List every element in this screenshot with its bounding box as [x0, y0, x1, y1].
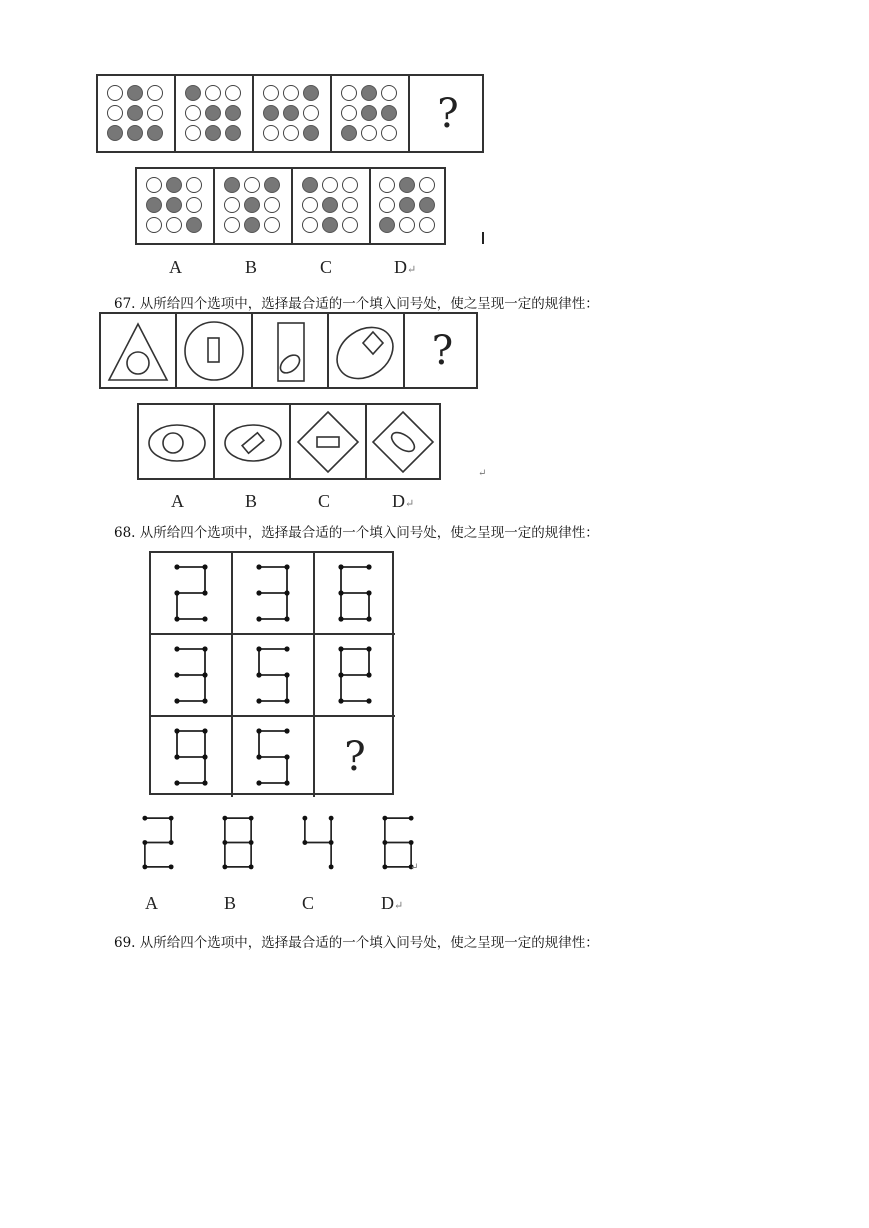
digit-cell-e [315, 635, 395, 717]
digit-cell-3 [151, 635, 233, 717]
option-label-c: C [302, 893, 315, 913]
empty-dot [302, 217, 318, 233]
segment-node [256, 564, 261, 569]
segment-node [338, 646, 343, 651]
digit-cell-3 [233, 553, 315, 635]
shape-puzzle-options-row [137, 403, 441, 480]
segment-node [256, 728, 261, 733]
segment-node [256, 780, 261, 785]
empty-dot [342, 217, 358, 233]
filled-dot [205, 125, 221, 141]
dot-grid [341, 85, 399, 143]
option-c[interactable] [278, 805, 358, 880]
segment-node [256, 590, 261, 595]
segment-node [174, 590, 179, 595]
filled-dot [225, 105, 241, 121]
empty-dot [302, 197, 318, 213]
segment-node [249, 864, 254, 869]
filled-dot [419, 197, 435, 213]
shape-cell-triangle-circle [101, 314, 177, 387]
option-label-c: C [320, 257, 333, 277]
option-label-b: B [245, 257, 258, 277]
filled-dot [146, 197, 162, 213]
empty-dot [283, 125, 299, 141]
segment-node [142, 816, 147, 821]
empty-dot [419, 177, 435, 193]
empty-dot [379, 177, 395, 193]
question-mark: ? [431, 327, 454, 374]
segment-node [329, 840, 334, 845]
filled-dot [166, 197, 182, 213]
segment-node [329, 816, 334, 821]
option-label-a: A [145, 893, 158, 913]
option-b[interactable] [215, 169, 293, 243]
segment-node [169, 816, 174, 821]
filled-dot [263, 105, 279, 121]
empty-dot [107, 105, 123, 121]
dot-grid [185, 85, 243, 143]
dot-puzzle-question-row [96, 74, 484, 153]
empty-dot [225, 85, 241, 101]
filled-dot [302, 177, 318, 193]
filled-dot [381, 105, 397, 121]
empty-dot [185, 125, 201, 141]
segment-node [256, 754, 261, 759]
segment-node [174, 728, 179, 733]
filled-dot [244, 197, 260, 213]
segment-node [284, 780, 289, 785]
segment-node [256, 616, 261, 621]
segment-node [284, 672, 289, 677]
filled-dot [127, 105, 143, 121]
segment-node [284, 616, 289, 621]
question-mark-cell [315, 717, 395, 797]
digit-puzzle-grid [149, 551, 394, 795]
dot-grid [302, 177, 360, 235]
segment-node [202, 646, 207, 651]
segment-node [249, 816, 254, 821]
segment-node [174, 672, 179, 677]
filled-dot [379, 217, 395, 233]
empty-dot [419, 217, 435, 233]
option-label-d: D↵ [392, 491, 415, 511]
segment-node [284, 590, 289, 595]
segment-node [174, 754, 179, 759]
segment-node [382, 840, 387, 845]
return-mark: ↵ [410, 862, 419, 873]
filled-dot [205, 105, 221, 121]
empty-dot [341, 85, 357, 101]
segment-node [284, 646, 289, 651]
filled-dot [303, 85, 319, 101]
empty-dot [146, 217, 162, 233]
filled-dot [264, 177, 280, 193]
empty-dot [224, 197, 240, 213]
option-label-b: B [224, 893, 237, 913]
cursor-mark [482, 232, 484, 244]
segment-node [284, 754, 289, 759]
filled-dot [399, 177, 415, 193]
question-mark-cell [410, 76, 486, 151]
empty-dot [303, 105, 319, 121]
option-c[interactable] [291, 405, 367, 478]
dot-cell-2 [176, 76, 254, 151]
empty-dot [379, 197, 395, 213]
question-mark: ? [344, 734, 366, 780]
dot-cell-4 [332, 76, 410, 151]
segment-node [409, 816, 414, 821]
segment-node [302, 816, 307, 821]
segment-node [222, 816, 227, 821]
segment-node [366, 564, 371, 569]
option-a[interactable] [139, 405, 215, 478]
option-a[interactable] [118, 805, 198, 880]
segment-node [382, 864, 387, 869]
filled-dot [361, 105, 377, 121]
option-label-a: A [171, 491, 184, 511]
option-b[interactable] [215, 405, 291, 478]
filled-dot [341, 125, 357, 141]
segment-node [366, 698, 371, 703]
option-label-a: A [169, 257, 182, 277]
shape-cell-rect-ellipse [253, 314, 329, 387]
empty-dot [147, 85, 163, 101]
digit-cell-9 [151, 717, 233, 797]
empty-dot [263, 125, 279, 141]
filled-dot [107, 125, 123, 141]
segment-node [202, 590, 207, 595]
empty-dot [381, 125, 397, 141]
empty-dot [186, 197, 202, 213]
empty-dot [186, 177, 202, 193]
segment-node [174, 616, 179, 621]
filled-dot [322, 217, 338, 233]
digit-options-row [118, 805, 438, 885]
question-69-prompt: 69. 从所给四个选项中，选择最合适的一个填入问号处，使之呈现一定的规律性： [114, 935, 599, 951]
empty-dot [399, 217, 415, 233]
return-mark: ↵ [478, 468, 487, 479]
filled-dot [186, 217, 202, 233]
segment-node [256, 646, 261, 651]
empty-dot [341, 105, 357, 121]
option-d[interactable] [371, 169, 444, 243]
empty-dot [205, 85, 221, 101]
digit-cell-6 [315, 553, 395, 635]
segment-node [366, 616, 371, 621]
empty-dot [166, 217, 182, 233]
dot-grid [107, 85, 165, 143]
option-a[interactable] [137, 169, 215, 243]
dot-cell-3 [254, 76, 332, 151]
empty-dot [107, 85, 123, 101]
dot-grid [379, 177, 437, 235]
filled-dot [166, 177, 182, 193]
segment-node [142, 840, 147, 845]
empty-dot [185, 105, 201, 121]
segment-node [338, 616, 343, 621]
segment-node [174, 564, 179, 569]
empty-dot [146, 177, 162, 193]
filled-dot [399, 197, 415, 213]
dot-grid [224, 177, 282, 235]
option-label-d: D↵ [394, 257, 417, 277]
segment-node [338, 590, 343, 595]
empty-dot [342, 197, 358, 213]
segment-node [366, 672, 371, 677]
segment-node [338, 672, 343, 677]
digit-cell-5 [233, 717, 315, 797]
segment-node [174, 780, 179, 785]
segment-node [142, 864, 147, 869]
segment-node [169, 840, 174, 845]
segment-node [338, 564, 343, 569]
digit-cell-5 [233, 635, 315, 717]
filled-dot [127, 85, 143, 101]
question-mark: ? [437, 90, 459, 137]
segment-node [202, 754, 207, 759]
empty-dot [381, 85, 397, 101]
segment-node [284, 564, 289, 569]
filled-dot [361, 85, 377, 101]
question-mark-cell [405, 314, 480, 387]
option-label-b: B [245, 491, 258, 511]
dot-puzzle-options-row [135, 167, 446, 245]
segment-node [256, 672, 261, 677]
segment-node [202, 564, 207, 569]
segment-node [222, 840, 227, 845]
option-d[interactable] [358, 805, 438, 880]
filled-dot [303, 125, 319, 141]
digit-cell-2 [151, 553, 233, 635]
filled-dot [283, 105, 299, 121]
filled-dot [244, 217, 260, 233]
filled-dot [185, 85, 201, 101]
dot-cell-1 [98, 76, 176, 151]
dot-grid [146, 177, 204, 235]
segment-node [249, 840, 254, 845]
empty-dot [361, 125, 377, 141]
dot-grid [263, 85, 321, 143]
empty-dot [342, 177, 358, 193]
empty-dot [264, 197, 280, 213]
filled-dot [322, 197, 338, 213]
segment-node [329, 864, 334, 869]
segment-node [366, 590, 371, 595]
segment-node [202, 616, 207, 621]
shape-cell-ellipse-diamond [329, 314, 405, 387]
empty-dot [224, 217, 240, 233]
question-68-prompt: 68. 从所给四个选项中，选择最合适的一个填入问号处，使之呈现一定的规律性： [114, 525, 599, 541]
shape-puzzle-question-row [99, 312, 478, 389]
segment-node [202, 728, 207, 733]
segment-node [174, 646, 179, 651]
option-c[interactable] [293, 169, 371, 243]
empty-dot [322, 177, 338, 193]
segment-node [338, 698, 343, 703]
segment-node [382, 816, 387, 821]
segment-node [284, 698, 289, 703]
segment-node [284, 728, 289, 733]
segment-node [202, 698, 207, 703]
segment-node [174, 698, 179, 703]
filled-dot [224, 177, 240, 193]
segment-node [169, 864, 174, 869]
option-label-d: D↵ [381, 893, 404, 913]
segment-node [302, 840, 307, 845]
filled-dot [127, 125, 143, 141]
filled-dot [225, 125, 241, 141]
segment-node [202, 780, 207, 785]
empty-dot [244, 177, 260, 193]
option-b[interactable] [198, 805, 278, 880]
filled-dot [147, 125, 163, 141]
empty-dot [283, 85, 299, 101]
empty-dot [263, 85, 279, 101]
segment-node [202, 672, 207, 677]
question-67-prompt: 67. 从所给四个选项中，选择最合适的一个填入问号处，使之呈现一定的规律性： [114, 296, 599, 312]
segment-node [409, 840, 414, 845]
option-d[interactable] [367, 405, 439, 478]
shape-cell-circle-rect [177, 314, 253, 387]
segment-node [366, 646, 371, 651]
segment-node [222, 864, 227, 869]
option-label-c: C [318, 491, 331, 511]
empty-dot [147, 105, 163, 121]
segment-node [256, 698, 261, 703]
empty-dot [264, 217, 280, 233]
